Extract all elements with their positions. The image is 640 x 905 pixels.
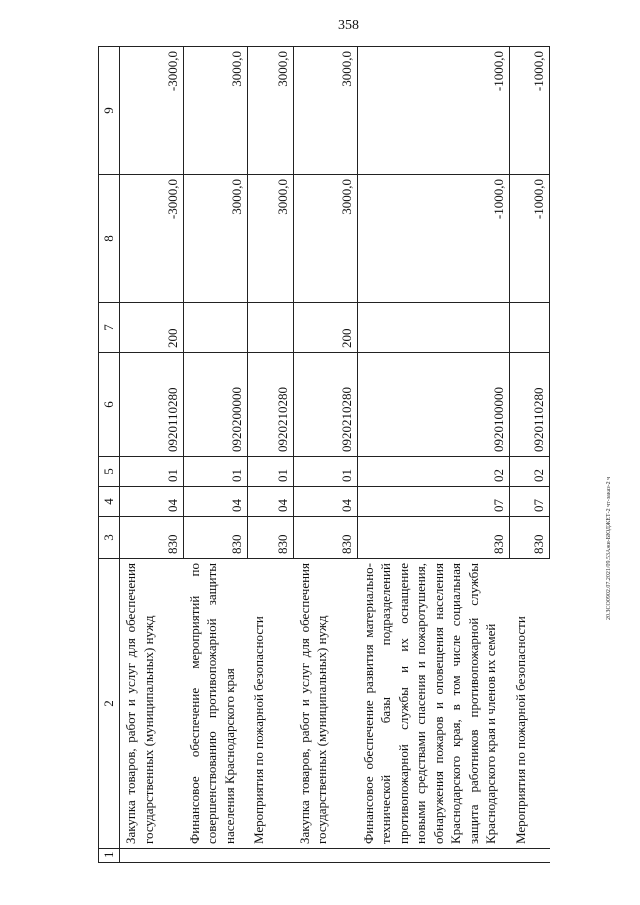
col-header-6: 6 xyxy=(99,353,120,457)
row-target-code: 0920210280 xyxy=(248,353,294,457)
row-amount-total: -1000,0 xyxy=(358,47,510,175)
row-index-cell xyxy=(184,849,248,863)
row-section-code: 07 xyxy=(510,487,550,517)
col-header-2: 2 xyxy=(99,559,120,849)
row-ministry-code: 830 xyxy=(184,517,248,559)
row-amount-change: -3000,0 xyxy=(120,175,184,303)
row-amount-change: 3000,0 xyxy=(294,175,358,303)
header-row xyxy=(99,47,120,863)
col-header-1: 1 xyxy=(99,849,120,863)
row-target-code: 0920110280 xyxy=(510,353,550,457)
row-section-code: 07 xyxy=(358,487,510,517)
row-section-code: 04 xyxy=(294,487,358,517)
row-section-code: 04 xyxy=(184,487,248,517)
row-index-cell xyxy=(294,849,358,863)
table-row xyxy=(510,47,550,863)
row-description: Финансовое обеспечение развития материально-технической базы подразделений противопожарной службы и их оснащение новыми средствами спасения и пожаротушения, обнаружения пожаров и оповещения населения Краснодарского края, в том числе социальная защита работников противопожарной службы Краснодарского края и членов их семей xyxy=(358,559,510,849)
row-index-cell xyxy=(358,849,510,863)
row-section-code: 04 xyxy=(248,487,294,517)
budget-table-container xyxy=(98,47,578,863)
page-number: 358 xyxy=(338,18,359,33)
row-ministry-code: 830 xyxy=(248,517,294,559)
row-amount-total: 3000,0 xyxy=(294,47,358,175)
row-section-code: 04 xyxy=(120,487,184,517)
row-expense-type: 200 xyxy=(120,303,184,353)
row-description: Закупка товаров, работ и услуг для обеспечения государственных (муниципальных) нужд xyxy=(294,559,358,849)
row-target-code: 0920200000 xyxy=(184,353,248,457)
table-row xyxy=(248,47,294,863)
row-subsection-code: 02 xyxy=(510,457,550,487)
row-amount-total: -3000,0 xyxy=(120,47,184,175)
row-amount-change: 3000,0 xyxy=(184,175,248,303)
row-description: Мероприятия по пожарной безопасности xyxy=(510,559,550,849)
col-header-4: 4 xyxy=(99,487,120,517)
row-description: Финансовое обеспечение мероприятий по совершенствованию противопожарной защиты населения Краснодарского края xyxy=(184,559,248,849)
col-header-8: 8 xyxy=(99,175,120,303)
row-subsection-code: 01 xyxy=(120,457,184,487)
row-description: Мероприятия по пожарной безопасности xyxy=(248,559,294,849)
col-header-5: 5 xyxy=(99,457,120,487)
table-row xyxy=(358,47,510,863)
row-expense-type xyxy=(358,303,510,353)
row-ministry-code: 830 xyxy=(510,517,550,559)
row-amount-total: 3000,0 xyxy=(184,47,248,175)
row-ministry-code: 830 xyxy=(120,517,184,559)
row-target-code: 0920110280 xyxy=(120,353,184,457)
row-description: Закупка товаров, работ и услуг для обеспечения государственных (муниципальных) нужд xyxy=(120,559,184,849)
row-index-cell xyxy=(248,849,294,863)
budget-table xyxy=(98,46,550,863)
col-header-7: 7 xyxy=(99,303,120,353)
col-header-3: 3 xyxy=(99,517,120,559)
table-row xyxy=(294,47,358,863)
row-target-code: 0920100000 xyxy=(358,353,510,457)
row-subsection-code: 01 xyxy=(294,457,358,487)
row-amount-total: -1000,0 xyxy=(510,47,550,175)
document-code-note: 20.ЗСО0902.07.2021/09.53Ажи-БЮДЖЕТ-2 чт-заказ-2 ч xyxy=(606,476,612,620)
row-amount-change: -1000,0 xyxy=(358,175,510,303)
row-index-cell xyxy=(120,849,184,863)
row-ministry-code: 830 xyxy=(294,517,358,559)
table-row xyxy=(184,47,248,863)
table-row xyxy=(120,47,184,863)
row-subsection-code: 01 xyxy=(184,457,248,487)
row-expense-type: 200 xyxy=(294,303,358,353)
row-index-cell xyxy=(510,849,550,863)
col-header-9: 9 xyxy=(99,47,120,175)
row-subsection-code: 02 xyxy=(358,457,510,487)
row-subsection-code: 01 xyxy=(248,457,294,487)
row-amount-total: 3000,0 xyxy=(248,47,294,175)
row-amount-change: -1000,0 xyxy=(510,175,550,303)
row-expense-type xyxy=(510,303,550,353)
row-expense-type xyxy=(184,303,248,353)
row-expense-type xyxy=(248,303,294,353)
row-ministry-code: 830 xyxy=(358,517,510,559)
row-target-code: 0920210280 xyxy=(294,353,358,457)
row-amount-change: 3000,0 xyxy=(248,175,294,303)
